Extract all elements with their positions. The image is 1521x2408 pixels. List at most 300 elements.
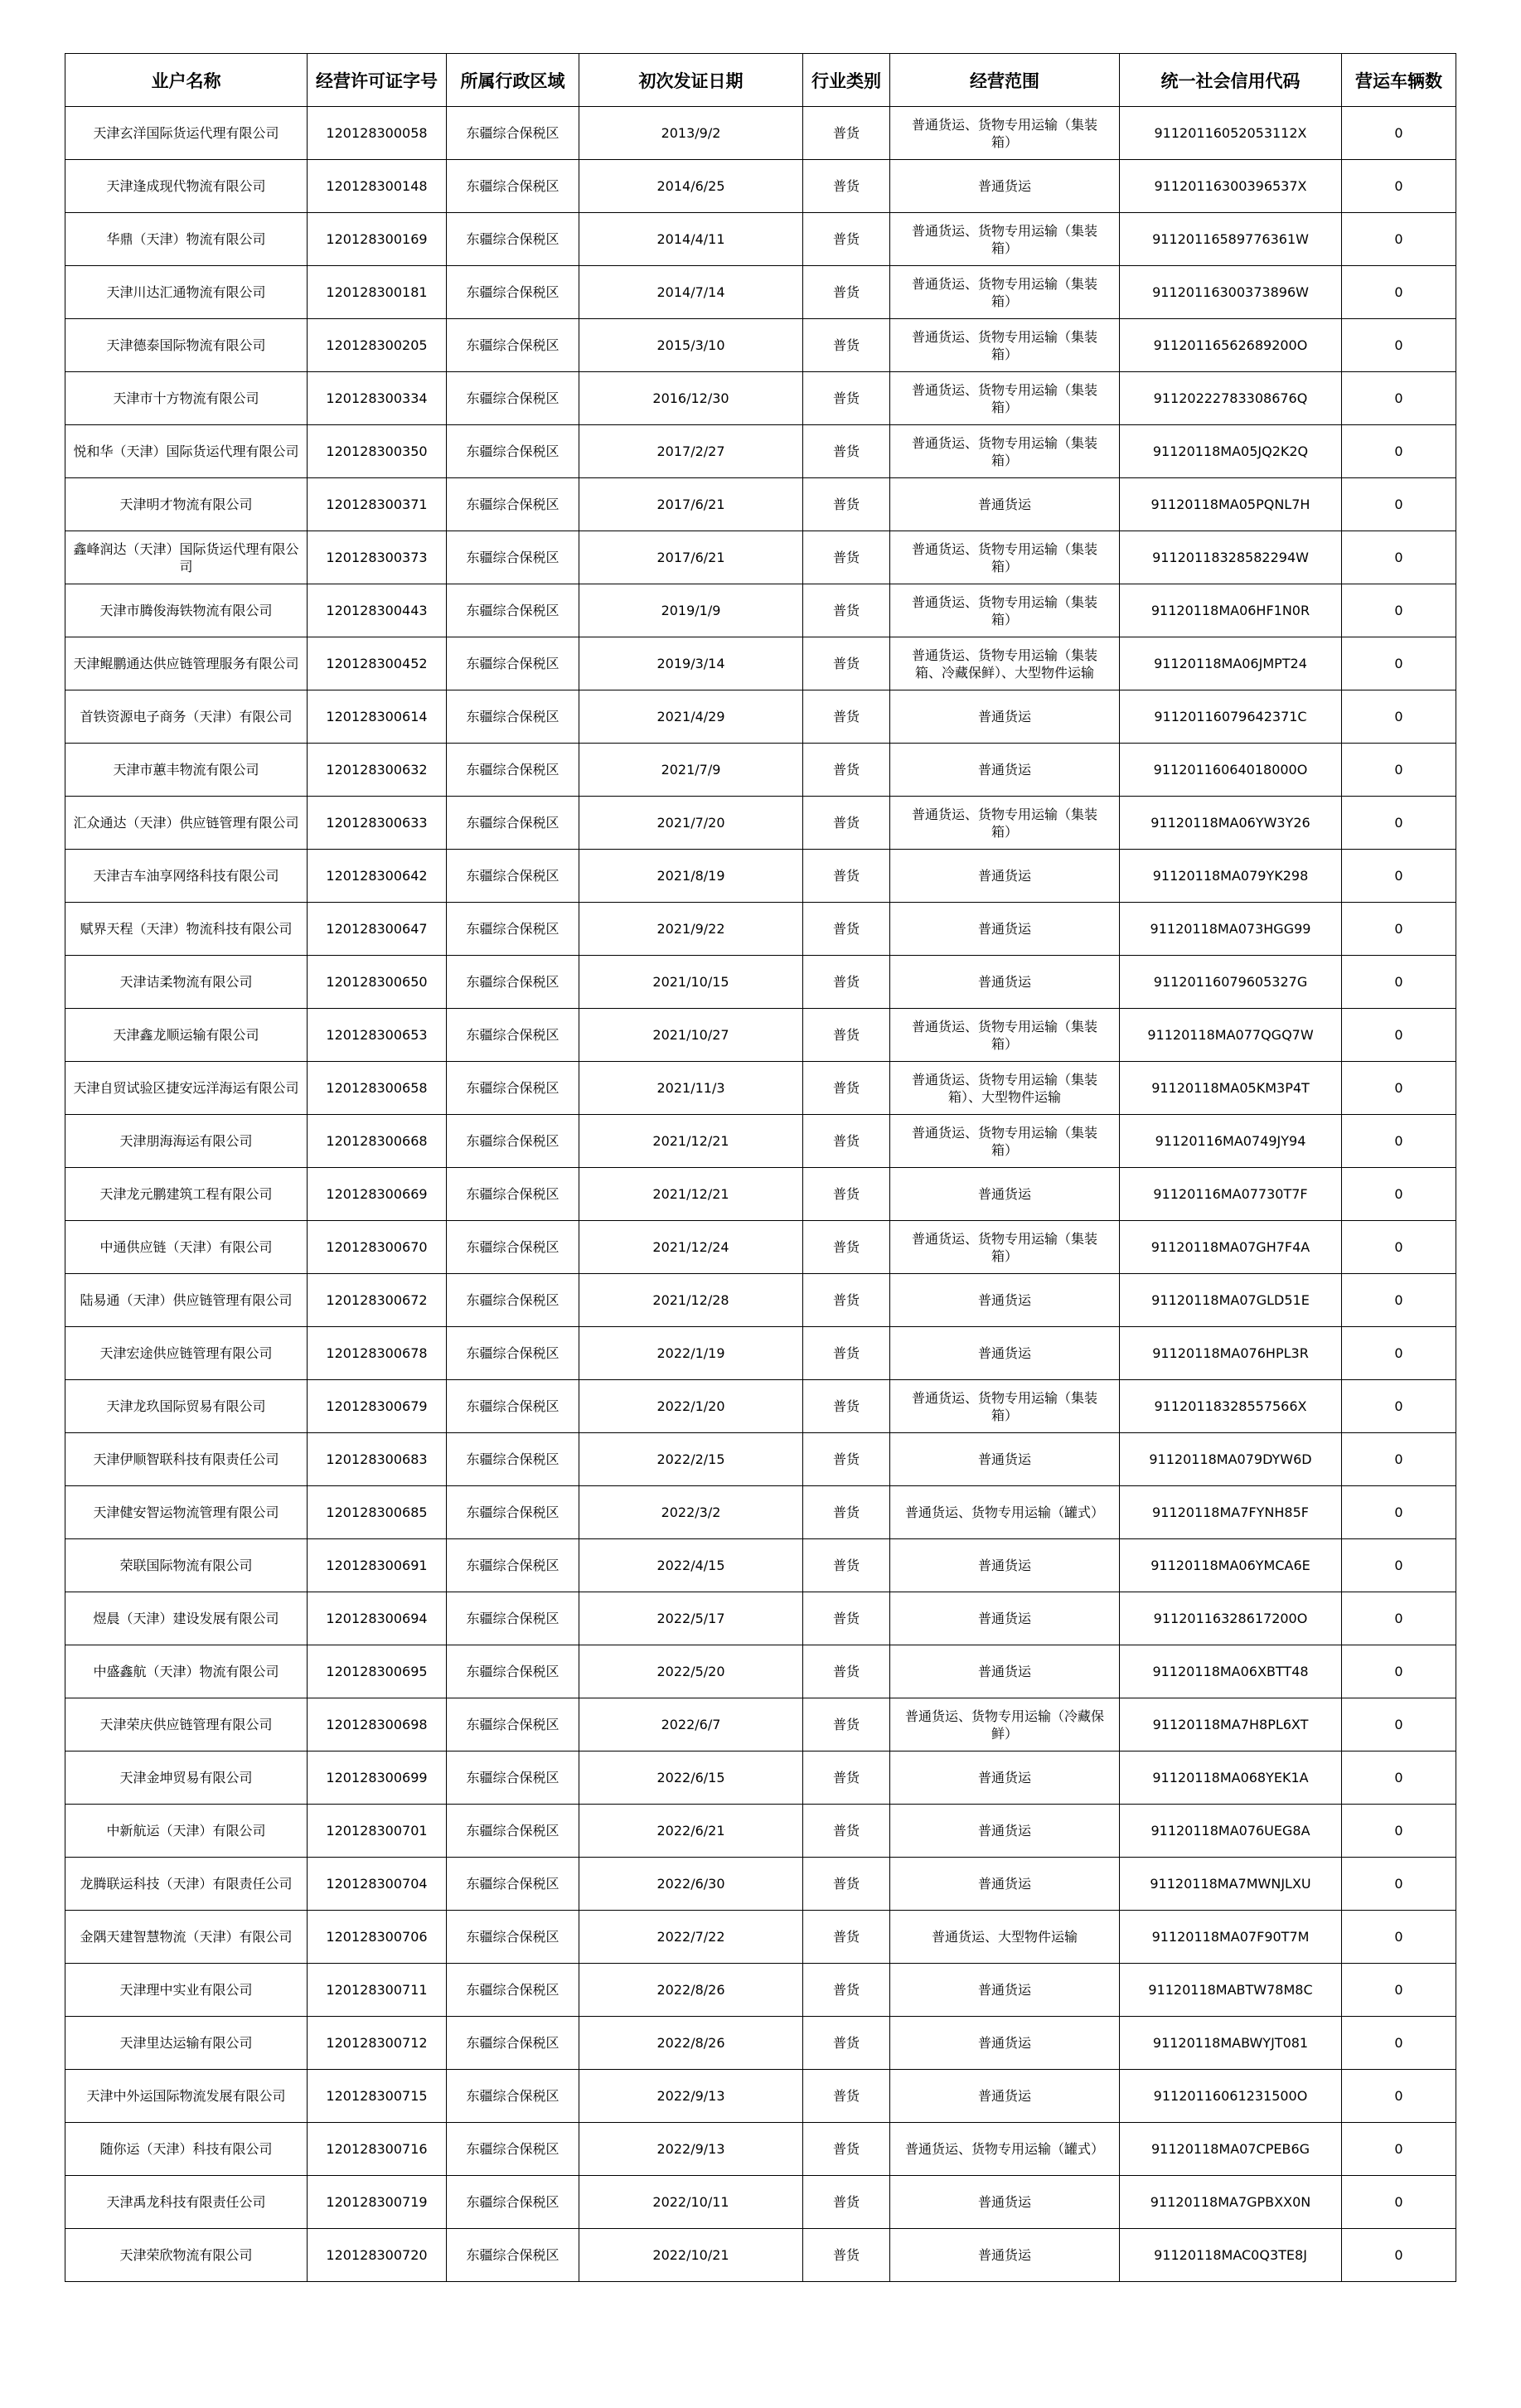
cell-industry-category: 普货 — [803, 1698, 890, 1751]
cell-license-number: 120128300695 — [308, 1645, 447, 1698]
cell-industry-category: 普货 — [803, 1168, 890, 1221]
cell-company-name: 煜晨（天津）建设发展有限公司 — [65, 1592, 308, 1645]
cell-business-scope: 普通货运 — [890, 1805, 1120, 1858]
cell-vehicle-count: 0 — [1342, 744, 1456, 797]
cell-business-scope: 普通货运 — [890, 850, 1120, 903]
table-row — [65, 1221, 1456, 1274]
cell-business-scope: 普通货运、货物专用运输（集装箱） — [890, 266, 1120, 319]
cell-first-issue-date: 2021/10/27 — [579, 1009, 803, 1062]
cell-license-number: 120128300371 — [308, 478, 447, 531]
cell-business-scope: 普通货运、货物专用运输（集装箱）、大型物件运输 — [890, 1062, 1120, 1115]
table-row — [65, 1698, 1456, 1751]
cell-company-name: 金隅天建智慧物流（天津）有限公司 — [65, 1911, 308, 1964]
cell-industry-category: 普货 — [803, 797, 890, 850]
cell-company-name: 天津明才物流有限公司 — [65, 478, 308, 531]
table-row — [65, 107, 1456, 160]
cell-business-scope: 普通货运、货物专用运输（集装箱） — [890, 425, 1120, 478]
cell-admin-region: 东疆综合保税区 — [447, 2123, 579, 2176]
cell-business-scope: 普通货运、货物专用运输（集装箱） — [890, 1221, 1120, 1274]
table-row — [65, 425, 1456, 478]
cell-license-number: 120128300704 — [308, 1858, 447, 1911]
cell-admin-region: 东疆综合保税区 — [447, 797, 579, 850]
cell-admin-region: 东疆综合保税区 — [447, 1592, 579, 1645]
cell-business-scope: 普通货运、货物专用运输（集装箱） — [890, 213, 1120, 266]
cell-credit-code: 91120118MABTW78M8C — [1120, 1964, 1342, 2017]
cell-license-number: 120128300706 — [308, 1911, 447, 1964]
cell-vehicle-count: 0 — [1342, 1274, 1456, 1327]
table-row — [65, 1168, 1456, 1221]
cell-business-scope: 普通货运 — [890, 1751, 1120, 1805]
cell-vehicle-count: 0 — [1342, 637, 1456, 690]
cell-industry-category: 普货 — [803, 160, 890, 213]
cell-credit-code: 91120116MA0749JY94 — [1120, 1115, 1342, 1168]
cell-industry-category: 普货 — [803, 2229, 890, 2282]
cell-industry-category: 普货 — [803, 1221, 890, 1274]
cell-vehicle-count: 0 — [1342, 319, 1456, 372]
cell-industry-category: 普货 — [803, 266, 890, 319]
cell-industry-category: 普货 — [803, 372, 890, 425]
cell-admin-region: 东疆综合保税区 — [447, 1858, 579, 1911]
cell-credit-code: 91120116079605327G — [1120, 956, 1342, 1009]
cell-admin-region: 东疆综合保税区 — [447, 478, 579, 531]
cell-vehicle-count: 0 — [1342, 584, 1456, 637]
cell-business-scope: 普通货运、货物专用运输（集装箱） — [890, 1009, 1120, 1062]
cell-first-issue-date: 2022/6/21 — [579, 1805, 803, 1858]
table-row — [65, 319, 1456, 372]
cell-first-issue-date: 2022/5/17 — [579, 1592, 803, 1645]
cell-admin-region: 东疆综合保税区 — [447, 956, 579, 1009]
cell-credit-code: 91120118MA07GH7F4A — [1120, 1221, 1342, 1274]
cell-credit-code: 91120116300396537X — [1120, 160, 1342, 213]
cell-vehicle-count: 0 — [1342, 2070, 1456, 2123]
table-row — [65, 2017, 1456, 2070]
cell-business-scope: 普通货运 — [890, 1433, 1120, 1486]
cell-first-issue-date: 2021/4/29 — [579, 690, 803, 744]
cell-company-name: 汇众通达（天津）供应链管理有限公司 — [65, 797, 308, 850]
cell-company-name: 天津市腾俊海铁物流有限公司 — [65, 584, 308, 637]
table-row — [65, 584, 1456, 637]
cell-industry-category: 普货 — [803, 690, 890, 744]
table-row — [65, 2229, 1456, 2282]
cell-license-number: 120128300712 — [308, 2017, 447, 2070]
cell-business-scope: 普通货运 — [890, 1858, 1120, 1911]
cell-first-issue-date: 2022/6/30 — [579, 1858, 803, 1911]
cell-license-number: 120128300685 — [308, 1486, 447, 1539]
cell-company-name: 鑫峰润达（天津）国际货运代理有限公司 — [65, 531, 308, 584]
cell-vehicle-count: 0 — [1342, 1698, 1456, 1751]
cell-first-issue-date: 2022/10/11 — [579, 2176, 803, 2229]
cell-credit-code: 91120118MA06YW3Y26 — [1120, 797, 1342, 850]
cell-admin-region: 东疆综合保税区 — [447, 160, 579, 213]
cell-company-name: 天津玄洋国际货运代理有限公司 — [65, 107, 308, 160]
cell-credit-code: 91120118MA06JMPT24 — [1120, 637, 1342, 690]
cell-business-scope: 普通货运、货物专用运输（集装箱） — [890, 107, 1120, 160]
cell-business-scope: 普通货运 — [890, 1327, 1120, 1380]
cell-industry-category: 普货 — [803, 1592, 890, 1645]
cell-business-scope: 普通货运、货物专用运输（集装箱） — [890, 1115, 1120, 1168]
table-row — [65, 744, 1456, 797]
cell-license-number: 120128300668 — [308, 1115, 447, 1168]
cell-license-number: 120128300653 — [308, 1009, 447, 1062]
cell-credit-code: 91120118MA07CPEB6G — [1120, 2123, 1342, 2176]
cell-company-name: 天津里达运输有限公司 — [65, 2017, 308, 2070]
cell-first-issue-date: 2022/8/26 — [579, 1964, 803, 2017]
cell-first-issue-date: 2021/9/22 — [579, 903, 803, 956]
cell-admin-region: 东疆综合保税区 — [447, 1698, 579, 1751]
cell-license-number: 120128300719 — [308, 2176, 447, 2229]
table-row — [65, 1486, 1456, 1539]
cell-vehicle-count: 0 — [1342, 2123, 1456, 2176]
cell-vehicle-count: 0 — [1342, 903, 1456, 956]
cell-company-name: 天津鑫龙顺运输有限公司 — [65, 1009, 308, 1062]
cell-credit-code: 91120118MA7MWNJLXU — [1120, 1858, 1342, 1911]
cell-admin-region: 东疆综合保税区 — [447, 1911, 579, 1964]
cell-vehicle-count: 0 — [1342, 1062, 1456, 1115]
cell-industry-category: 普货 — [803, 1751, 890, 1805]
cell-first-issue-date: 2019/1/9 — [579, 584, 803, 637]
table-row — [65, 956, 1456, 1009]
cell-vehicle-count: 0 — [1342, 2017, 1456, 2070]
cell-first-issue-date: 2022/8/26 — [579, 2017, 803, 2070]
cell-first-issue-date: 2015/3/10 — [579, 319, 803, 372]
cell-company-name: 赋界天程（天津）物流科技有限公司 — [65, 903, 308, 956]
table-row — [65, 1805, 1456, 1858]
cell-business-scope: 普通货运、货物专用运输（罐式） — [890, 1486, 1120, 1539]
cell-first-issue-date: 2022/3/2 — [579, 1486, 803, 1539]
cell-credit-code: 91120118MA077QGQ7W — [1120, 1009, 1342, 1062]
cell-vehicle-count: 0 — [1342, 1805, 1456, 1858]
operator-registry-table — [65, 53, 1456, 2282]
cell-business-scope: 普通货运 — [890, 1592, 1120, 1645]
cell-vehicle-count: 0 — [1342, 690, 1456, 744]
cell-vehicle-count: 0 — [1342, 372, 1456, 425]
cell-credit-code: 91120118MA068YEK1A — [1120, 1751, 1342, 1805]
cell-credit-code: 91120118MA7FYNH85F — [1120, 1486, 1342, 1539]
cell-business-scope: 普通货运、货物专用运输（集装箱） — [890, 797, 1120, 850]
cell-company-name: 随你运（天津）科技有限公司 — [65, 2123, 308, 2176]
cell-business-scope: 普通货运、货物专用运输（集装箱、冷藏保鲜）、大型物件运输 — [890, 637, 1120, 690]
cell-vehicle-count: 0 — [1342, 266, 1456, 319]
cell-industry-category: 普货 — [803, 1805, 890, 1858]
cell-business-scope: 普通货运 — [890, 1539, 1120, 1592]
cell-admin-region: 东疆综合保税区 — [447, 1168, 579, 1221]
cell-admin-region: 东疆综合保税区 — [447, 1805, 579, 1858]
cell-admin-region: 东疆综合保税区 — [447, 213, 579, 266]
cell-admin-region: 东疆综合保税区 — [447, 2070, 579, 2123]
cell-admin-region: 东疆综合保税区 — [447, 1751, 579, 1805]
cell-credit-code: 91120116079642371C — [1120, 690, 1342, 744]
cell-industry-category: 普货 — [803, 1964, 890, 2017]
cell-license-number: 120128300691 — [308, 1539, 447, 1592]
cell-license-number: 120128300720 — [308, 2229, 447, 2282]
cell-vehicle-count: 0 — [1342, 107, 1456, 160]
cell-admin-region: 东疆综合保税区 — [447, 2229, 579, 2282]
cell-first-issue-date: 2022/9/13 — [579, 2070, 803, 2123]
cell-first-issue-date: 2017/2/27 — [579, 425, 803, 478]
cell-license-number: 120128300698 — [308, 1698, 447, 1751]
cell-admin-region: 东疆综合保税区 — [447, 319, 579, 372]
cell-industry-category: 普货 — [803, 1539, 890, 1592]
cell-credit-code: 91120118MA079YK298 — [1120, 850, 1342, 903]
cell-admin-region: 东疆综合保税区 — [447, 1062, 579, 1115]
cell-vehicle-count: 0 — [1342, 1168, 1456, 1221]
cell-business-scope: 普通货运、大型物件运输 — [890, 1911, 1120, 1964]
cell-company-name: 天津逢成现代物流有限公司 — [65, 160, 308, 213]
cell-first-issue-date: 2022/6/7 — [579, 1698, 803, 1751]
cell-first-issue-date: 2021/7/20 — [579, 797, 803, 850]
cell-vehicle-count: 0 — [1342, 478, 1456, 531]
cell-license-number: 120128300672 — [308, 1274, 447, 1327]
table-row — [65, 1009, 1456, 1062]
cell-business-scope: 普通货运、货物专用运输（集装箱） — [890, 531, 1120, 584]
cell-industry-category: 普货 — [803, 1433, 890, 1486]
table-row — [65, 1433, 1456, 1486]
cell-company-name: 天津禹龙科技有限责任公司 — [65, 2176, 308, 2229]
cell-license-number: 120128300148 — [308, 160, 447, 213]
cell-first-issue-date: 2021/8/19 — [579, 850, 803, 903]
cell-admin-region: 东疆综合保税区 — [447, 903, 579, 956]
header-company-name: 业户名称 — [65, 54, 308, 107]
cell-license-number: 120128300633 — [308, 797, 447, 850]
cell-industry-category: 普货 — [803, 2070, 890, 2123]
cell-vehicle-count: 0 — [1342, 425, 1456, 478]
header-row — [65, 54, 1456, 107]
cell-first-issue-date: 2021/12/28 — [579, 1274, 803, 1327]
cell-vehicle-count: 0 — [1342, 1964, 1456, 2017]
cell-company-name: 天津自贸试验区捷安远洋海运有限公司 — [65, 1062, 308, 1115]
cell-business-scope: 普通货运 — [890, 2070, 1120, 2123]
cell-license-number: 120128300181 — [308, 266, 447, 319]
cell-first-issue-date: 2022/6/15 — [579, 1751, 803, 1805]
cell-license-number: 120128300678 — [308, 1327, 447, 1380]
cell-credit-code: 91120118MA05PQNL7H — [1120, 478, 1342, 531]
cell-company-name: 天津朋海海运有限公司 — [65, 1115, 308, 1168]
cell-industry-category: 普货 — [803, 531, 890, 584]
cell-credit-code: 91120116064018000O — [1120, 744, 1342, 797]
cell-first-issue-date: 2022/4/15 — [579, 1539, 803, 1592]
cell-credit-code: 91120116589776361W — [1120, 213, 1342, 266]
table-row — [65, 1858, 1456, 1911]
table-row — [65, 1380, 1456, 1433]
cell-credit-code: 91120118MA7H8PL6XT — [1120, 1698, 1342, 1751]
table-row — [65, 1964, 1456, 2017]
cell-industry-category: 普货 — [803, 1115, 890, 1168]
cell-license-number: 120128300650 — [308, 956, 447, 1009]
cell-license-number: 120128300699 — [308, 1751, 447, 1805]
cell-business-scope: 普通货运 — [890, 956, 1120, 1009]
cell-industry-category: 普货 — [803, 903, 890, 956]
cell-business-scope: 普通货运 — [890, 1964, 1120, 2017]
cell-credit-code: 91120118MA06YMCA6E — [1120, 1539, 1342, 1592]
cell-business-scope: 普通货运、货物专用运输（集装箱） — [890, 584, 1120, 637]
cell-license-number: 120128300669 — [308, 1168, 447, 1221]
cell-credit-code: 91120118MA076UEG8A — [1120, 1805, 1342, 1858]
table-row — [65, 1327, 1456, 1380]
cell-business-scope: 普通货运 — [890, 2229, 1120, 2282]
cell-business-scope: 普通货运 — [890, 160, 1120, 213]
cell-admin-region: 东疆综合保税区 — [447, 690, 579, 744]
cell-first-issue-date: 2017/6/21 — [579, 531, 803, 584]
cell-business-scope: 普通货运、货物专用运输（集装箱） — [890, 372, 1120, 425]
cell-company-name: 中盛鑫航（天津）物流有限公司 — [65, 1645, 308, 1698]
cell-first-issue-date: 2014/6/25 — [579, 160, 803, 213]
cell-vehicle-count: 0 — [1342, 1433, 1456, 1486]
cell-vehicle-count: 0 — [1342, 160, 1456, 213]
cell-admin-region: 东疆综合保税区 — [447, 1115, 579, 1168]
cell-business-scope: 普通货运 — [890, 903, 1120, 956]
cell-business-scope: 普通货运 — [890, 1168, 1120, 1221]
cell-company-name: 天津荣欣物流有限公司 — [65, 2229, 308, 2282]
table-row — [65, 160, 1456, 213]
cell-company-name: 龙腾联运科技（天津）有限责任公司 — [65, 1858, 308, 1911]
cell-admin-region: 东疆综合保税区 — [447, 850, 579, 903]
cell-credit-code: 91120118MA07GLD51E — [1120, 1274, 1342, 1327]
cell-admin-region: 东疆综合保税区 — [447, 1221, 579, 1274]
cell-admin-region: 东疆综合保税区 — [447, 1327, 579, 1380]
cell-license-number: 120128300711 — [308, 1964, 447, 2017]
cell-vehicle-count: 0 — [1342, 1009, 1456, 1062]
header-business-scope: 经营范围 — [890, 54, 1120, 107]
cell-first-issue-date: 2022/9/13 — [579, 2123, 803, 2176]
cell-company-name: 天津德泰国际物流有限公司 — [65, 319, 308, 372]
cell-credit-code: 91120118MA073HGG99 — [1120, 903, 1342, 956]
cell-credit-code: 91120118MAC0Q3TE8J — [1120, 2229, 1342, 2282]
table-row — [65, 1274, 1456, 1327]
table-row — [65, 2176, 1456, 2229]
cell-vehicle-count: 0 — [1342, 1858, 1456, 1911]
table-row — [65, 1751, 1456, 1805]
header-credit-code: 统一社会信用代码 — [1120, 54, 1342, 107]
cell-admin-region: 东疆综合保税区 — [447, 2176, 579, 2229]
cell-first-issue-date: 2022/5/20 — [579, 1645, 803, 1698]
cell-license-number: 120128300683 — [308, 1433, 447, 1486]
cell-credit-code: 91120222783308676Q — [1120, 372, 1342, 425]
table-row — [65, 1911, 1456, 1964]
cell-first-issue-date: 2014/4/11 — [579, 213, 803, 266]
cell-company-name: 天津川达汇通物流有限公司 — [65, 266, 308, 319]
header-admin-region: 所属行政区域 — [447, 54, 579, 107]
cell-industry-category: 普货 — [803, 2176, 890, 2229]
cell-industry-category: 普货 — [803, 1858, 890, 1911]
cell-license-number: 120128300169 — [308, 213, 447, 266]
cell-admin-region: 东疆综合保税区 — [447, 1964, 579, 2017]
cell-company-name: 天津市十方物流有限公司 — [65, 372, 308, 425]
cell-industry-category: 普货 — [803, 478, 890, 531]
table-row — [65, 2123, 1456, 2176]
cell-company-name: 天津伊顺智联科技有限责任公司 — [65, 1433, 308, 1486]
cell-business-scope: 普通货运 — [890, 478, 1120, 531]
cell-business-scope: 普通货运、货物专用运输（集装箱） — [890, 319, 1120, 372]
cell-vehicle-count: 0 — [1342, 1327, 1456, 1380]
cell-company-name: 天津龙玖国际贸易有限公司 — [65, 1380, 308, 1433]
cell-admin-region: 东疆综合保税区 — [447, 1539, 579, 1592]
cell-credit-code: 91120118MA076HPL3R — [1120, 1327, 1342, 1380]
header-first-issue-date: 初次发证日期 — [579, 54, 803, 107]
cell-license-number: 120128300334 — [308, 372, 447, 425]
cell-admin-region: 东疆综合保税区 — [447, 637, 579, 690]
cell-first-issue-date: 2022/10/21 — [579, 2229, 803, 2282]
cell-business-scope: 普通货运、货物专用运输（罐式） — [890, 2123, 1120, 2176]
cell-company-name: 悦和华（天津）国际货运代理有限公司 — [65, 425, 308, 478]
cell-company-name: 荣联国际物流有限公司 — [65, 1539, 308, 1592]
cell-vehicle-count: 0 — [1342, 1645, 1456, 1698]
cell-admin-region: 东疆综合保税区 — [447, 744, 579, 797]
table-row — [65, 372, 1456, 425]
cell-first-issue-date: 2014/7/14 — [579, 266, 803, 319]
cell-first-issue-date: 2021/12/24 — [579, 1221, 803, 1274]
cell-license-number: 120128300642 — [308, 850, 447, 903]
cell-business-scope: 普通货运、货物专用运输（集装箱） — [890, 1380, 1120, 1433]
cell-license-number: 120128300701 — [308, 1805, 447, 1858]
cell-admin-region: 东疆综合保税区 — [447, 266, 579, 319]
cell-credit-code: 91120118MA06HF1N0R — [1120, 584, 1342, 637]
cell-company-name: 中通供应链（天津）有限公司 — [65, 1221, 308, 1274]
cell-company-name: 陆易通（天津）供应链管理有限公司 — [65, 1274, 308, 1327]
cell-first-issue-date: 2021/11/3 — [579, 1062, 803, 1115]
cell-credit-code: 91120118MA7GPBXX0N — [1120, 2176, 1342, 2229]
cell-vehicle-count: 0 — [1342, 1539, 1456, 1592]
table-row — [65, 2070, 1456, 2123]
table-row — [65, 797, 1456, 850]
cell-credit-code: 91120116061231500O — [1120, 2070, 1342, 2123]
cell-license-number: 120128300647 — [308, 903, 447, 956]
cell-vehicle-count: 0 — [1342, 531, 1456, 584]
cell-license-number: 120128300373 — [308, 531, 447, 584]
cell-company-name: 华鼎（天津）物流有限公司 — [65, 213, 308, 266]
cell-industry-category: 普货 — [803, 213, 890, 266]
cell-license-number: 120128300716 — [308, 2123, 447, 2176]
cell-company-name: 天津宏途供应链管理有限公司 — [65, 1327, 308, 1380]
cell-business-scope: 普通货运 — [890, 2017, 1120, 2070]
cell-industry-category: 普货 — [803, 850, 890, 903]
cell-admin-region: 东疆综合保税区 — [447, 1433, 579, 1486]
cell-industry-category: 普货 — [803, 319, 890, 372]
cell-admin-region: 东疆综合保税区 — [447, 372, 579, 425]
cell-credit-code: 91120116MA07730T7F — [1120, 1168, 1342, 1221]
cell-license-number: 120128300715 — [308, 2070, 447, 2123]
cell-license-number: 120128300670 — [308, 1221, 447, 1274]
cell-vehicle-count: 0 — [1342, 797, 1456, 850]
cell-industry-category: 普货 — [803, 744, 890, 797]
cell-company-name: 天津金坤贸易有限公司 — [65, 1751, 308, 1805]
cell-first-issue-date: 2013/9/2 — [579, 107, 803, 160]
cell-company-name: 天津中外运国际物流发展有限公司 — [65, 2070, 308, 2123]
table-row — [65, 903, 1456, 956]
cell-industry-category: 普货 — [803, 2123, 890, 2176]
cell-vehicle-count: 0 — [1342, 2176, 1456, 2229]
cell-admin-region: 东疆综合保税区 — [447, 1380, 579, 1433]
cell-company-name: 天津诘柔物流有限公司 — [65, 956, 308, 1009]
header-license-number: 经营许可证字号 — [308, 54, 447, 107]
cell-license-number: 120128300350 — [308, 425, 447, 478]
cell-admin-region: 东疆综合保税区 — [447, 107, 579, 160]
cell-license-number: 120128300632 — [308, 744, 447, 797]
cell-business-scope: 普通货运 — [890, 690, 1120, 744]
table-row — [65, 850, 1456, 903]
table-row — [65, 266, 1456, 319]
cell-industry-category: 普货 — [803, 1327, 890, 1380]
cell-first-issue-date: 2022/1/19 — [579, 1327, 803, 1380]
table-row — [65, 531, 1456, 584]
cell-company-name: 中新航运（天津）有限公司 — [65, 1805, 308, 1858]
cell-license-number: 120128300205 — [308, 319, 447, 372]
cell-business-scope: 普通货运 — [890, 1645, 1120, 1698]
table-row — [65, 637, 1456, 690]
cell-admin-region: 东疆综合保税区 — [447, 584, 579, 637]
cell-industry-category: 普货 — [803, 1062, 890, 1115]
cell-admin-region: 东疆综合保税区 — [447, 2017, 579, 2070]
cell-admin-region: 东疆综合保税区 — [447, 1645, 579, 1698]
